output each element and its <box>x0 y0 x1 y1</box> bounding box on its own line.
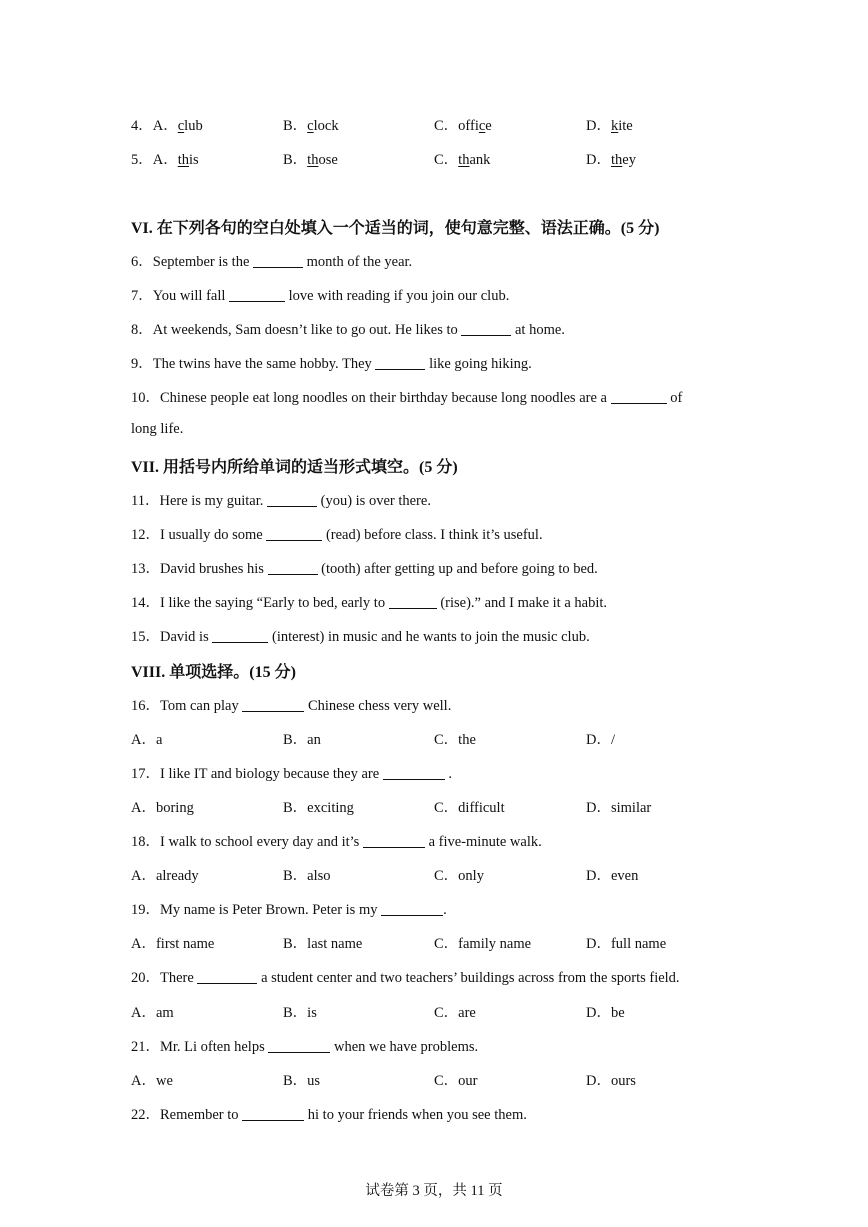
option-text: offi <box>458 118 479 134</box>
question-number: 19． <box>131 902 160 918</box>
question-number: 6． <box>131 254 153 270</box>
section-8-title: VIII. 单项选择。(15 分) <box>131 664 296 681</box>
answer-blank[interactable] <box>212 628 268 643</box>
question-number: 15． <box>131 629 160 645</box>
option-letter: D． <box>586 152 611 168</box>
option-a[interactable]: A．first name <box>131 936 215 952</box>
answer-blank[interactable] <box>375 355 425 370</box>
answer-blank[interactable] <box>363 833 425 848</box>
question-11 <box>131 489 431 510</box>
question-number: 4． <box>131 118 153 134</box>
question-text: David brushes his <box>160 561 268 577</box>
question-text: (read) before class. I think it’s useful. <box>322 527 543 543</box>
question-number: 18． <box>131 834 160 850</box>
answer-blank[interactable] <box>266 526 322 541</box>
question-number: 5． <box>131 152 153 168</box>
question-text: Here is my guitar. <box>159 493 267 509</box>
question-text: (you) is over there. <box>317 493 431 509</box>
question-17 <box>131 762 452 783</box>
question-text: September is the <box>152 254 254 270</box>
option-text: lub <box>184 118 203 134</box>
underlined-letters: th <box>610 152 623 168</box>
question-20 <box>131 966 680 987</box>
question-text: of <box>666 390 683 406</box>
option-b[interactable]: B．exciting <box>283 800 354 816</box>
option-a <box>131 148 199 169</box>
question-number: 14． <box>131 595 160 611</box>
question-text: love with reading if you join our club. <box>285 288 510 304</box>
option-a[interactable]: A．we <box>131 1073 173 1089</box>
option-text: ite <box>618 118 633 134</box>
question-text: (interest) in music and he wants to join the music club. <box>268 629 590 645</box>
question-text: . <box>444 766 453 782</box>
question-12 <box>131 523 543 544</box>
question-text: . <box>443 902 447 918</box>
question-number: 8． <box>131 322 153 338</box>
question-text: at home. <box>511 322 565 338</box>
option-b[interactable]: B．last name <box>283 936 363 952</box>
question-16 <box>131 694 451 715</box>
option-letter: D． <box>586 118 611 134</box>
option-b[interactable]: B．is <box>283 1005 317 1021</box>
option-d <box>586 148 636 169</box>
question-text: At weekends, Sam doesn’t like to go out. He likes to <box>152 322 462 338</box>
question-text: The twins have the same hobby. They <box>152 356 376 372</box>
option-d[interactable]: D．similar <box>586 800 652 816</box>
underlined-letters: c <box>307 118 314 134</box>
question-text: a student center and two teachers’ buildings across from the sports field. <box>257 970 680 986</box>
answer-blank[interactable] <box>242 697 304 712</box>
question-number: 11． <box>131 493 160 509</box>
option-c[interactable]: C．only <box>434 868 484 884</box>
question-15 <box>131 625 590 646</box>
answer-blank[interactable] <box>381 901 443 916</box>
question-text: (rise).” and I make it a habit. <box>436 595 608 611</box>
option-b <box>283 114 339 135</box>
option-text: e <box>485 118 492 134</box>
question-text: month of the year. <box>303 254 413 270</box>
page-footer: 试卷第 3 页，共 11 页 <box>365 1183 503 1199</box>
answer-blank[interactable] <box>229 287 285 302</box>
answer-blank[interactable] <box>197 969 257 984</box>
question-10 <box>131 386 682 407</box>
option-a[interactable]: A．already <box>131 868 199 884</box>
question-19-options <box>131 932 751 952</box>
option-letter: C． <box>434 152 459 168</box>
option-c <box>434 114 492 135</box>
option-d[interactable]: D．ours <box>586 1073 636 1089</box>
option-letter: A． <box>152 118 178 134</box>
option-c[interactable]: C．difficult <box>434 800 505 816</box>
question-19 <box>131 898 447 919</box>
option-letter: C． <box>434 118 459 134</box>
option-d[interactable]: D．be <box>586 1005 625 1021</box>
option-d[interactable]: D．even <box>586 868 639 884</box>
option-text: ank <box>469 152 491 168</box>
question-text: Chinese chess very well. <box>304 698 452 714</box>
answer-blank[interactable] <box>253 253 303 268</box>
question-18-options <box>131 864 751 884</box>
question-7 <box>131 284 509 305</box>
question-text: hi to your friends when you see them. <box>304 1107 527 1123</box>
question-text: Chinese people eat long noodles on their birthday because long noodles are a <box>160 390 611 406</box>
answer-blank[interactable] <box>268 1038 330 1053</box>
option-a <box>131 114 203 135</box>
section-6-title: VI. 在下列各句的空白处填入一个适当的词，使句意完整、语法正确。(5 分) <box>131 220 660 237</box>
question-22 <box>131 1103 527 1124</box>
question-text: There <box>160 970 198 986</box>
option-text: ey <box>622 152 636 168</box>
option-letter: B． <box>283 118 308 134</box>
option-text: ose <box>318 152 338 168</box>
question-21-options <box>131 1069 751 1089</box>
question-text: My name is Peter Brown. Peter is my <box>160 902 382 918</box>
question-number: 16． <box>131 698 160 714</box>
question-number: 13． <box>131 561 160 577</box>
option-b[interactable]: B．an <box>283 732 321 748</box>
underlined-letters: k <box>610 118 619 134</box>
question-text: I like IT and biology because they are <box>160 766 383 782</box>
question-number: 10． <box>131 390 160 406</box>
option-letter: B． <box>283 152 308 168</box>
option-text: is <box>189 152 199 168</box>
question-18 <box>131 830 542 851</box>
answer-blank[interactable] <box>268 560 318 575</box>
answer-blank[interactable] <box>383 765 445 780</box>
option-a[interactable]: A．a <box>131 732 163 748</box>
answer-blank[interactable] <box>242 1106 304 1121</box>
underlined-letters: th <box>458 152 470 168</box>
question-text: like going hiking. <box>425 356 532 372</box>
option-c[interactable]: C．family name <box>434 936 532 952</box>
question-text: You will fall <box>152 288 230 304</box>
answer-blank[interactable] <box>267 492 317 507</box>
question-text: I like the saying “Early to bed, early to <box>160 595 389 611</box>
underlined-letters: c <box>478 118 486 134</box>
question-text: Mr. Li often helps <box>160 1039 269 1055</box>
question-4 <box>131 114 751 134</box>
question-number: 7． <box>131 288 153 304</box>
question-text: Remember to <box>160 1107 243 1123</box>
option-c[interactable]: C．our <box>434 1073 478 1089</box>
underlined-letters: th <box>177 152 190 168</box>
question-text: David is <box>160 629 213 645</box>
option-d[interactable]: D．full name <box>586 936 667 952</box>
option-b[interactable]: B．us <box>283 1073 321 1089</box>
option-d <box>586 114 633 135</box>
answer-blank[interactable] <box>389 594 437 609</box>
question-21 <box>131 1035 478 1056</box>
question-6 <box>131 250 412 271</box>
option-c <box>434 148 490 169</box>
question-text: (tooth) after getting up and before going to bed. <box>317 561 598 577</box>
option-letter: A． <box>152 152 178 168</box>
question-text: when we have problems. <box>330 1039 479 1055</box>
question-number: 9． <box>131 356 153 372</box>
underlined-letters: c <box>177 118 185 134</box>
question-10-continuation: long life. <box>131 421 184 437</box>
question-16-options <box>131 728 751 748</box>
option-a[interactable]: A．boring <box>131 800 194 816</box>
question-text: a five-minute walk. <box>424 834 542 850</box>
question-14 <box>131 591 607 612</box>
question-8 <box>131 318 565 339</box>
question-number: 20． <box>131 970 160 986</box>
question-number: 21． <box>131 1039 160 1055</box>
question-number: 12． <box>131 527 160 543</box>
option-c[interactable]: C．are <box>434 1005 476 1021</box>
option-c[interactable]: C．the <box>434 732 476 748</box>
question-13 <box>131 557 598 578</box>
section-7-title: VII. 用括号内所给单词的适当形式填空。(5 分) <box>131 459 458 476</box>
underlined-letters: th <box>307 152 319 168</box>
option-a[interactable]: A．am <box>131 1005 174 1021</box>
option-b <box>283 148 338 169</box>
question-9 <box>131 352 532 373</box>
option-d[interactable]: D．/ <box>586 732 615 748</box>
question-number: 17． <box>131 766 160 782</box>
question-text: I usually do some <box>160 527 267 543</box>
answer-blank[interactable] <box>611 389 667 404</box>
option-text: lock <box>313 118 339 134</box>
question-text: Tom can play <box>160 698 243 714</box>
option-b[interactable]: B．also <box>283 868 331 884</box>
question-17-options <box>131 796 751 816</box>
answer-blank[interactable] <box>461 321 511 336</box>
question-text: I walk to school every day and it’s <box>160 834 363 850</box>
question-number: 22． <box>131 1107 160 1123</box>
question-20-options <box>131 1001 751 1021</box>
question-5 <box>131 148 751 168</box>
